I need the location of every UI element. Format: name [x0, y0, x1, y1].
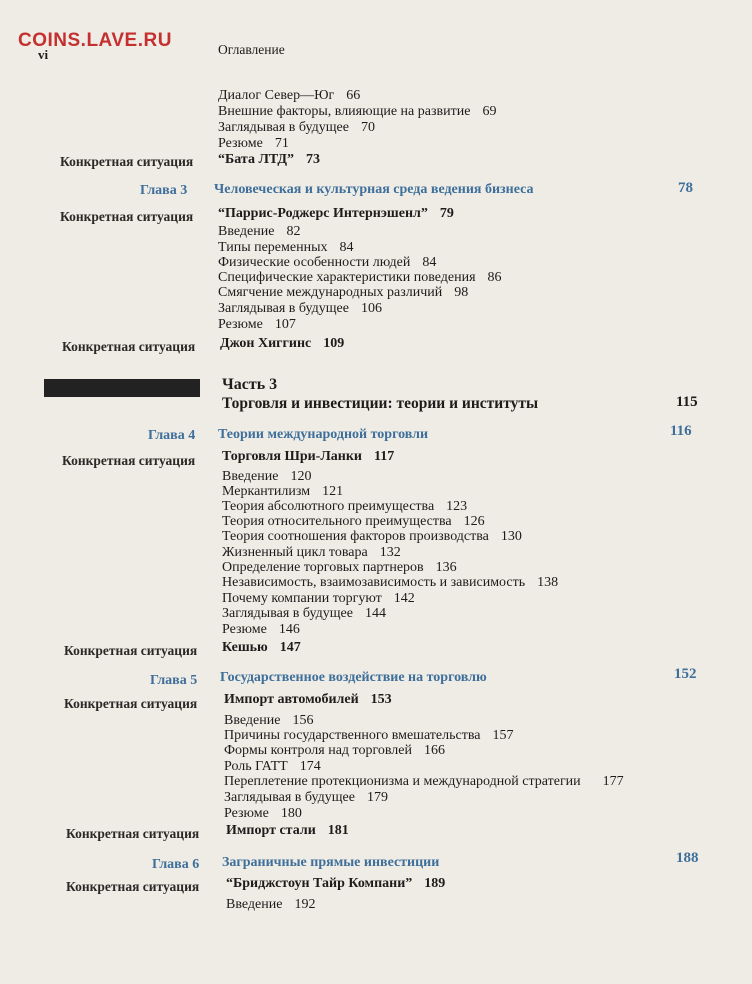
- toc-entry[interactable]: Роль ГАТТ 174: [224, 759, 321, 774]
- case-label: Конкретная ситуация: [62, 339, 196, 354]
- chapter-label: Глава 6: [152, 857, 200, 872]
- page-number: vi: [38, 47, 49, 62]
- toc-entry[interactable]: Теория относительного преимущества 126: [222, 514, 485, 529]
- toc-entry[interactable]: Независимость, взаимозависимость и зависимость 138: [222, 575, 559, 590]
- case-label: Конкретная ситуация: [66, 879, 200, 894]
- running-head: Оглавление: [218, 42, 285, 57]
- chapter-label: Глава 3: [140, 183, 188, 198]
- toc-entry[interactable]: Введение 120: [222, 469, 312, 484]
- case-entry[interactable]: Кешью 147: [222, 640, 301, 655]
- part-page: 115: [676, 394, 698, 410]
- chapter-page: 152: [674, 666, 697, 682]
- toc-entry[interactable]: Заглядывая в будущее 179: [224, 790, 388, 805]
- toc-entry[interactable]: Заглядывая в будущее 70: [218, 120, 375, 135]
- case-label: Конкретная ситуация: [60, 154, 194, 169]
- toc-entry[interactable]: Специфические характеристики поведения 86: [218, 270, 502, 285]
- chapter-title[interactable]: Государственное воздействие на торговлю: [220, 670, 487, 685]
- watermark: COINS.LAVE.RU: [18, 30, 172, 51]
- toc-entry[interactable]: Заглядывая в будущее 106: [218, 301, 382, 316]
- toc-entry[interactable]: Смягчение международных различий 98: [218, 285, 469, 300]
- case-label: Конкретная ситуация: [60, 209, 194, 224]
- case-label: Конкретная ситуация: [62, 453, 196, 468]
- toc-entry[interactable]: Резюме 146: [222, 622, 300, 637]
- case-entry[interactable]: Джон Хиггинс 109: [220, 336, 345, 351]
- toc-entry[interactable]: Переплетение протекционизма и международной стратегии 177: [224, 774, 624, 789]
- chapter-page: 188: [676, 850, 699, 866]
- toc-entry[interactable]: Типы переменных 84: [218, 240, 354, 255]
- toc-entry[interactable]: Почему компании торгуют 142: [222, 591, 415, 606]
- toc-entry[interactable]: Теория соотношения факторов производства 130: [222, 529, 522, 544]
- chapter-label: Глава 5: [150, 673, 198, 688]
- toc-entry[interactable]: Определение торговых партнеров 136: [222, 560, 457, 575]
- part-marker-bar: [44, 379, 200, 397]
- toc-entry[interactable]: Введение 156: [224, 713, 314, 728]
- case-entry[interactable]: Импорт стали 181: [226, 823, 349, 838]
- toc-entry[interactable]: Введение 82: [218, 224, 301, 239]
- toc-entry[interactable]: Физические особенности людей 84: [218, 255, 437, 270]
- part-label: Часть 3: [222, 376, 278, 393]
- chapter-title[interactable]: Теории международной торговли: [218, 427, 429, 442]
- toc-entry[interactable]: Теория абсолютного преимущества 123: [222, 499, 468, 514]
- case-entry[interactable]: Торговля Шри-Ланки 117: [222, 449, 395, 464]
- toc-entry[interactable]: Внешние факторы, влияющие на развитие 69: [218, 104, 497, 119]
- toc-entry[interactable]: Жизненный цикл товара 132: [222, 545, 401, 560]
- toc-entry[interactable]: Введение 192: [226, 897, 316, 912]
- part-title[interactable]: Торговля и инвестиции: теории и институты: [222, 395, 539, 412]
- toc-entry[interactable]: Формы контроля над торговлей 166: [224, 743, 446, 758]
- toc-entry[interactable]: Причины государственного вмешательства 157: [224, 728, 514, 743]
- toc-entry[interactable]: Резюме 180: [224, 806, 302, 821]
- toc-entry[interactable]: Резюме 71: [218, 136, 289, 151]
- case-entry[interactable]: “Бата ЛТД” 73: [218, 152, 320, 167]
- chapter-page: 78: [678, 180, 693, 196]
- case-label: Конкретная ситуация: [66, 826, 200, 841]
- chapter-title[interactable]: Заграничные прямые инвестиции: [222, 855, 440, 870]
- case-label: Конкретная ситуация: [64, 696, 198, 711]
- toc-entry[interactable]: Меркантилизм 121: [222, 484, 344, 499]
- toc-entry[interactable]: Заглядывая в будущее 144: [222, 606, 386, 621]
- case-entry[interactable]: “Паррис-Роджерс Интернэшенл” 79: [218, 206, 454, 221]
- chapter-title[interactable]: Человеческая и культурная среда ведения бизнеса: [214, 182, 534, 197]
- case-label: Конкретная ситуация: [64, 643, 198, 658]
- case-entry[interactable]: Импорт автомобилей 153: [224, 692, 392, 707]
- toc-entry[interactable]: Диалог Север—Юг 66: [218, 88, 361, 103]
- chapter-label: Глава 4: [148, 428, 196, 443]
- toc-entry[interactable]: Резюме 107: [218, 317, 296, 332]
- chapter-page: 116: [670, 423, 692, 439]
- case-entry[interactable]: “Бриджстоун Тайр Компани” 189: [226, 876, 446, 891]
